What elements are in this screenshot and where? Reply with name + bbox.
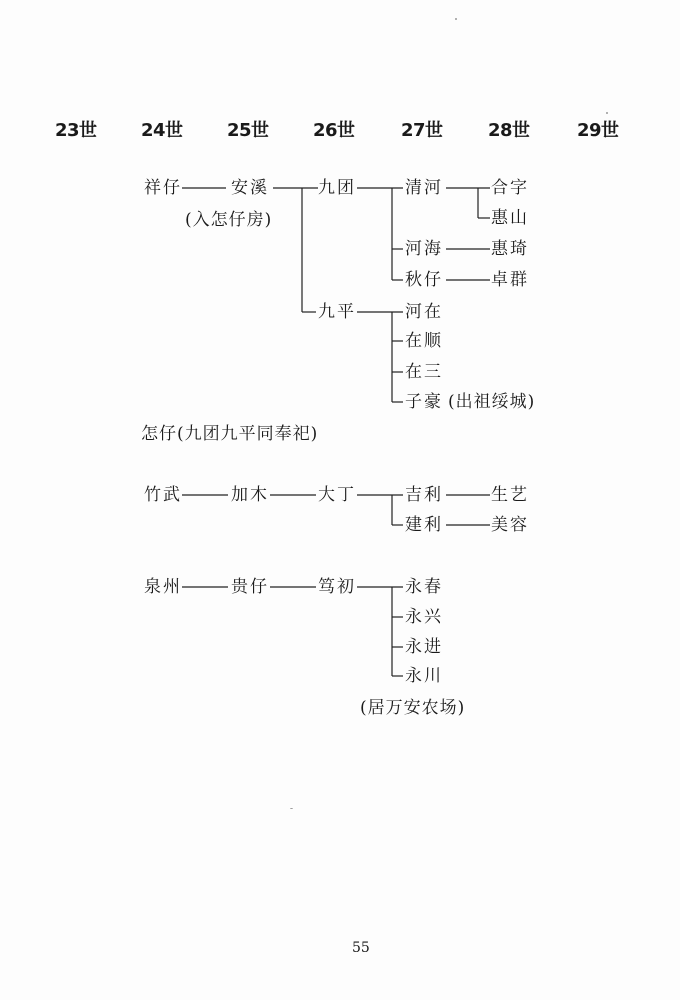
person-zaisan: 在三 [405,362,443,382]
person-anxi: 安溪 [231,178,269,198]
person-xiangzai: 祥仔 [144,178,182,198]
person-yongxing: 永兴 [405,607,443,627]
scan-speck [606,112,608,114]
person-meirong: 美容 [491,515,529,535]
generation-header-27: 27世 [401,120,443,141]
note-chuzusuicheng: (出祖绥城) [448,392,536,412]
generation-header-25: 25世 [227,120,269,141]
scan-speck [290,808,293,809]
person-qiuzai: 秋仔 [405,270,443,290]
person-yongchun: 永春 [405,577,443,597]
person-jili: 吉利 [405,485,443,505]
generation-header-26: 26世 [313,120,355,141]
note-juwanan: (居万安农场) [360,698,466,718]
person-quanzhou: 泉州 [144,577,182,597]
person-yongchuan: 永川 [405,666,443,686]
person-huishan: 惠山 [491,208,529,228]
person-hezai: 河在 [405,302,443,322]
person-huiqi: 惠琦 [491,239,529,259]
generation-header-29: 29世 [577,120,619,141]
person-zhuwu: 竹武 [144,485,182,505]
person-shengyi: 生艺 [491,485,529,505]
person-jiamu: 加木 [231,485,269,505]
person-jiutuan: 九团 [318,178,356,198]
person-zihao: 子豪 [405,392,443,412]
generation-header-23: 23世 [55,120,97,141]
scan-speck [455,18,457,20]
note-zenzai: 怎仔(九团九平同奉祀) [141,424,319,444]
person-hehai: 河海 [405,239,443,259]
person-duchu: 笃初 [318,577,356,597]
person-qinghe: 清河 [405,178,443,198]
page-number: 55 [352,940,370,956]
generation-header-28: 28世 [488,120,530,141]
person-jiuping: 九平 [318,302,356,322]
person-hezi: 合字 [491,178,529,198]
person-zaishun: 在顺 [405,331,443,351]
generation-header-24: 24世 [141,120,183,141]
person-guizai: 贵仔 [231,577,269,597]
person-jianli: 建利 [405,515,443,535]
person-yongjin: 永进 [405,637,443,657]
note-ruzenzaifang: (入怎仔房) [185,210,273,230]
person-dading: 大丁 [318,485,356,505]
person-zhuoqun: 卓群 [491,270,529,290]
